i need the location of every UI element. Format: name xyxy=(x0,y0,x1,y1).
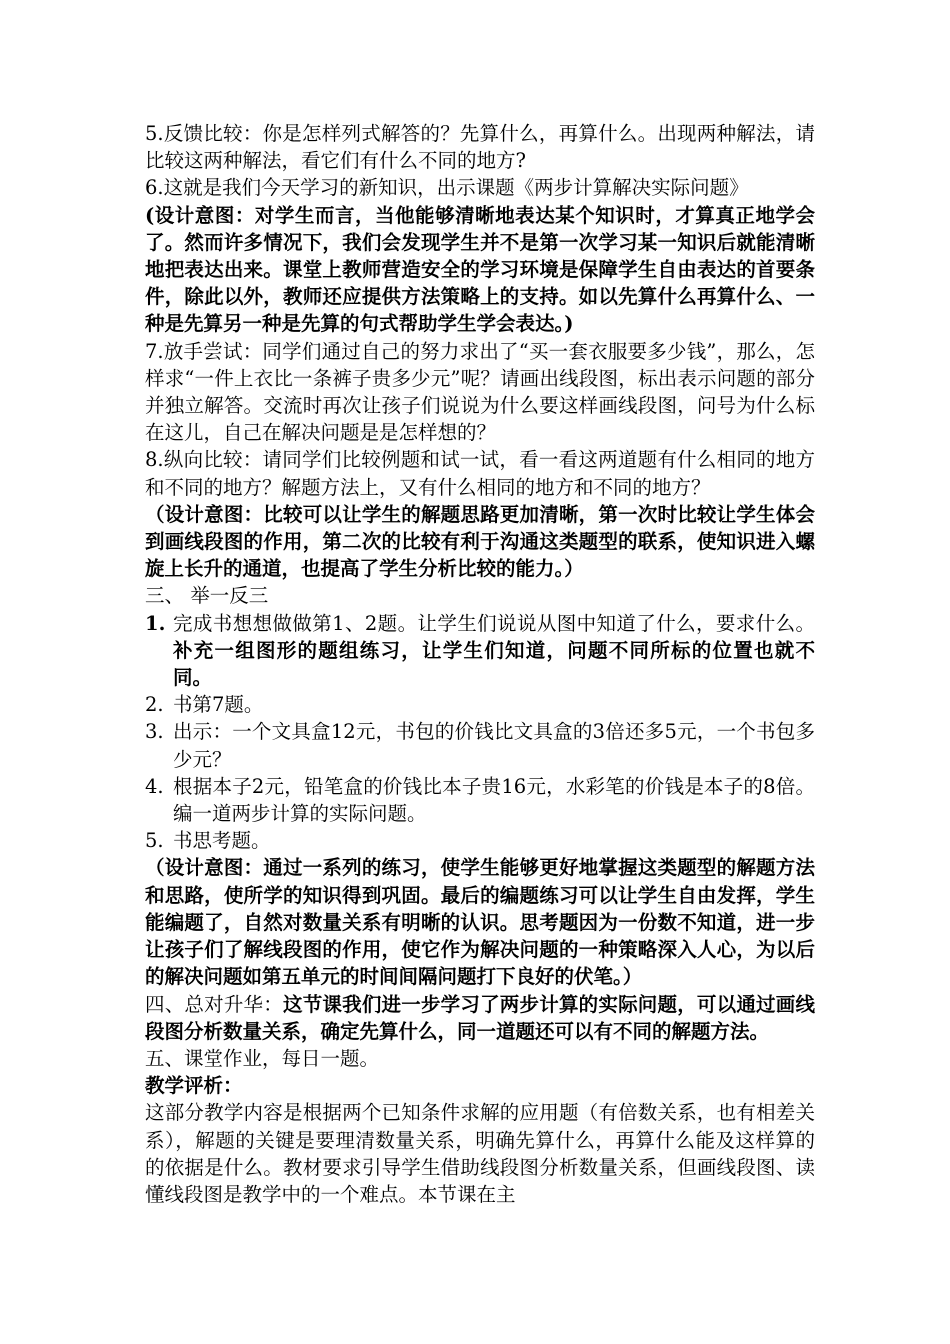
evaluation-paragraph: 这部分教学内容是根据两个已知条件求解的应用题（有倍数关系，也有相差关系），解题的关键是要理清数量关系，明确先算什么，再算什么能及这样算的的依据是什么。教材要求引导学生借助线段图分析数量关系，但画线段图、读懂线段图是教学中的一个难点。本节课在主 xyxy=(145,1101,815,1206)
design-intent-3: （设计意图：通过一系列的练习，使学生能够更好地掌握这类题型的解题方法和思路，使所学的知识得到巩固。最后的编题练习可以让学生自由发挥，学生能编题了，自然对数量关系有明晰的认识。思考题因为一份数不知道，进一步让孩子们了解线段图的作用，使它作为解决问题的一种策略深入人心，为以后的解决问题如第五单元的时间间隔问题打下良好的伏笔。） xyxy=(145,856,815,989)
design-intent-1: (设计意图：对学生而言，当他能够清晰地表达某个知识时，才算真正地学会了。然而许多情况下，我们会发现学生并不是第一次学习某一知识后就能清晰地把表达出来。课堂上教师营造安全的学习环境是保障学生自由表达的首要条件，除此以外，教师还应提供方法策略上的支持。如以先算什么再算什么、一种是先算另一种是先算的句式帮助学生学会表达。) xyxy=(145,203,815,336)
step-7-paragraph: 7.放手尝试：同学们通过自己的努力求出了“买一套衣服要多少钱”，那么，怎样求“一件上衣比一条裤子贵多少元”呢？请画出线段图，标出表示问题的部分并独立解答。交流时再次让孩子们说说为什么要这样画线段图，问号为什么标在这儿，自己在解决问题是是怎样想的？ xyxy=(145,339,815,445)
section-4-paragraph xyxy=(145,991,815,1045)
list-item xyxy=(145,691,815,718)
list-item-text: 书思考题。 xyxy=(173,829,271,853)
list-item-bold-text: 补充一组图形的题组练习，让学生们知道，问题不同所标的位置也就不同。 xyxy=(173,638,815,690)
document-page xyxy=(145,120,815,1208)
design-intent-2: （设计意图：比较可以让学生的解题思路更加清晰，第一次时比较让学生体会到画线段图的作用，第二次的比较有利于沟通这类题型的联系，使知识进入螺旋上长升的通道，也提高了学生分析比较的能力。） xyxy=(145,502,815,581)
list-item xyxy=(145,610,815,692)
section-4-heading: 四、总对升华： xyxy=(145,992,283,1016)
list-item xyxy=(145,773,815,827)
step-6-paragraph: 6.这就是我们今天学习的新知识，出示课题《两步计算解决实际问题》 xyxy=(145,176,749,200)
evaluation-title: 教学评析： xyxy=(145,1074,243,1098)
step-8-paragraph: 8.纵向比较：请同学们比较例题和试一试，看一看这两道题有什么相同的地方和不同的地方？解题方法上，又有什么相同的地方和不同的地方？ xyxy=(145,448,815,499)
step-5-paragraph: 5.反馈比较：你是怎样列式解答的？先算什么，再算什么。出现两种解法，请比较这两种解法，看它们有什么不同的地方? xyxy=(145,122,815,173)
list-item-text: 书第7题。 xyxy=(173,693,264,717)
list-item-number: 4. xyxy=(145,774,164,798)
list-item-number: 1. xyxy=(145,611,166,635)
exercise-list xyxy=(145,610,815,855)
list-item xyxy=(145,827,815,854)
section-5-heading: 五、课堂作业，每日一题。 xyxy=(145,1046,380,1070)
list-item-text: 出示：一个文具盒12元，书包的价钱比文具盒的3倍还多5元，一个书包多少元？ xyxy=(173,720,815,771)
list-item-text: 根据本子2元，铅笔盒的价钱比本子贵16元，水彩笔的价钱是本子的8倍。编一道两步计算的实际问题。 xyxy=(173,774,815,826)
list-item xyxy=(145,718,815,772)
section-3-heading: 三、 举一反三 xyxy=(145,584,269,608)
list-item-number: 2. xyxy=(145,693,164,717)
list-item-number: 3. xyxy=(145,720,164,744)
section-4-summary: 这节课我们进一步学习了两步计算的实际问题，可以通过画线段图分析数量关系，确定先算什么，同一道题还可以有不同的解题方法。 xyxy=(145,992,815,1043)
list-item-number: 5. xyxy=(145,829,164,853)
list-item-text: 完成书想想做做第1、2题。让学生们说说从图中知道了什么，要求什么。 xyxy=(173,611,815,635)
